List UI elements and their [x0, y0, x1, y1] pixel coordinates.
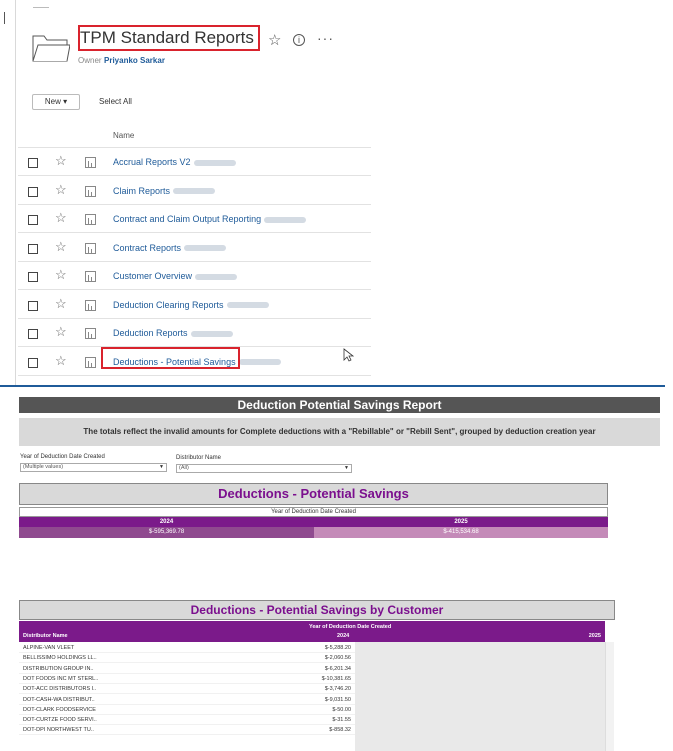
filter-distributor-value: (All) [179, 465, 189, 471]
workbook-link[interactable] [113, 186, 215, 196]
distributor-name-cell: ALPINE-VAN VLEET [23, 645, 75, 651]
value-2024-cell: $-858.32 [329, 727, 351, 734]
left-divider [15, 0, 16, 385]
list-item[interactable] [18, 177, 371, 205]
row-checkbox[interactable] [28, 244, 38, 254]
table-row[interactable] [19, 705, 355, 715]
screenshot-divider [0, 385, 665, 387]
row-checkbox[interactable] [28, 158, 38, 168]
summary-year-header: Year of Deduction Date Created [19, 507, 608, 517]
table-row[interactable] [19, 653, 355, 663]
favorite-star-icon[interactable]: ☆ [55, 153, 67, 168]
workbook-name: Contract Reports [113, 242, 182, 253]
favorite-star-icon[interactable]: ☆ [55, 267, 67, 282]
list-item[interactable] [18, 234, 371, 262]
distributor-name-cell: DOT-CLARK FOODSERVICE [23, 706, 96, 713]
value-2024-cell: $-5,288.20 [324, 645, 351, 651]
table-row[interactable] [19, 643, 355, 653]
summary-value-2025[interactable]: $-415,534.68 [314, 527, 608, 538]
workbook-name: Claim Reports [113, 185, 171, 196]
redacted-owner [227, 302, 269, 308]
value-2024-cell: $-50.00 [332, 706, 351, 713]
folder-icon [30, 30, 70, 64]
column-header-2024[interactable]: 2024 [337, 633, 350, 639]
list-item[interactable] [18, 262, 371, 290]
value-2024-cell: $-2,060.56 [324, 655, 351, 662]
select-all-button[interactable]: Select All [99, 97, 132, 106]
workbook-name: Contract and Claim Output Reporting [113, 214, 262, 224]
text-cursor-mark [4, 12, 5, 24]
summary-title: Deductions - Potential Savings [19, 483, 608, 505]
dropdown-arrow-icon: ▼ [344, 465, 349, 471]
favorite-star-icon[interactable]: ☆ [55, 295, 67, 311]
distributor-name-cell: DOT-CURTZE FOOD SERVI.. [23, 717, 97, 724]
value-2024-cell: $-9,031.50 [324, 696, 351, 703]
favorite-star-icon[interactable]: ☆ [55, 352, 67, 368]
info-icon[interactable]: i [293, 34, 305, 46]
report-subtitle: The totals reflect the invalid amounts for Complete deductions with a "Rebillable" or "Rebill Sent", grouped by deduction creation year [19, 418, 660, 446]
list-item[interactable] [18, 291, 371, 319]
table-row[interactable] [19, 664, 355, 674]
by-customer-year-header: Year of Deduction Date Created [309, 624, 392, 630]
redacted-owner [173, 188, 215, 194]
list-item[interactable] [18, 205, 371, 233]
table-scrollbar[interactable] [605, 642, 614, 751]
redacted-owner [264, 217, 306, 223]
workbook-link[interactable] [113, 157, 236, 167]
top-divider [33, 7, 49, 8]
redacted-owner [184, 245, 226, 251]
workbook-link[interactable] [113, 300, 269, 310]
workbook-icon [85, 300, 96, 311]
summary-year-2024: 2024 [19, 517, 314, 527]
report-title: Deduction Potential Savings Report [19, 397, 660, 413]
workbook-icon [85, 186, 96, 197]
value-2024-cell: $-3,746.20 [324, 686, 351, 693]
table-row[interactable] [19, 715, 355, 725]
column-header-distributor[interactable]: Distributor Name [23, 633, 68, 639]
redacted-owner [195, 274, 237, 280]
table-row[interactable] [19, 674, 355, 684]
workbook-name: Customer Overview [113, 271, 193, 281]
distributor-name-cell: DOT-DPI NORTHWEST TU.. [23, 727, 94, 734]
favorite-star-icon[interactable]: ☆ [55, 238, 67, 254]
list-item[interactable] [18, 319, 371, 347]
favorite-star-icon[interactable]: ☆ [55, 210, 67, 225]
value-2024-cell: $-31.55 [332, 717, 351, 724]
distributor-name-cell: BELLISSIMO HOLDINGS LL.. [23, 655, 97, 662]
filter-distributor-label: Distributor Name [176, 455, 222, 461]
workbook-icon [85, 271, 96, 282]
list-item[interactable] [18, 148, 371, 176]
workbook-icon [85, 328, 96, 339]
workbook-icon [85, 357, 96, 368]
row-checkbox[interactable] [28, 301, 38, 311]
summary-year-2025: 2025 [314, 517, 608, 527]
redacted-owner [191, 331, 233, 337]
redacted-owner [239, 359, 281, 365]
column-header-2025[interactable]: 2025 [588, 633, 601, 639]
workbook-link[interactable] [113, 243, 226, 253]
filter-distributor-dropdown[interactable] [176, 464, 352, 473]
value-2024-cell: $-6,201.34 [324, 665, 351, 672]
row-checkbox[interactable] [28, 272, 38, 282]
table-row[interactable] [19, 695, 355, 705]
filter-year-dropdown[interactable] [20, 463, 167, 472]
workbook-link[interactable] [113, 328, 233, 338]
workbook-link[interactable] [113, 214, 306, 224]
workbook-name: Deduction Clearing Reports [113, 299, 224, 310]
owner-label: Owner [78, 56, 102, 65]
by-customer-header [19, 621, 605, 642]
workbook-icon [85, 157, 96, 168]
column-header-name[interactable]: Name [113, 131, 135, 140]
workbook-name: Deduction Reports [113, 328, 188, 338]
row-highlight-box [101, 347, 240, 369]
distributor-name-cell: DOT-CASH-WA DISTRIBUT.. [23, 696, 95, 703]
table-row[interactable] [19, 684, 355, 694]
favorite-star-icon[interactable]: ☆ [55, 181, 67, 197]
mouse-pointer-icon [343, 348, 354, 362]
by-customer-title: Deductions - Potential Savings by Customer [19, 600, 615, 620]
column-2025-area [355, 642, 605, 751]
filter-year-value: (Multiple values) [23, 464, 64, 470]
distributor-name-cell: DOT FOODS INC MT STERL.. [23, 675, 99, 682]
favorite-star-icon[interactable]: ☆ [55, 324, 67, 339]
distributor-name-cell: DOT-ACC DISTRIBUTORS I.. [23, 686, 97, 693]
workbook-name: Accrual Reports V2 [113, 157, 191, 167]
row-checkbox[interactable] [28, 358, 38, 368]
workbook-name: Deductions - Potential Savings [113, 356, 236, 367]
new-button[interactable]: New ▾ [32, 94, 80, 110]
favorite-star-icon[interactable]: ☆ [268, 32, 282, 49]
dropdown-arrow-icon: ▼ [159, 464, 164, 470]
value-2024-cell: $-10,381.65 [321, 675, 351, 682]
redacted-owner [194, 160, 236, 166]
row-checkbox[interactable] [28, 329, 38, 339]
workbook-link[interactable] [113, 271, 237, 281]
row-checkbox[interactable] [28, 215, 38, 225]
workbook-icon [85, 214, 96, 225]
row-checkbox[interactable] [28, 187, 38, 197]
more-actions-icon[interactable]: ··· [317, 30, 334, 46]
summary-value-2024[interactable]: $-595,369.78 [19, 527, 314, 538]
owner-link[interactable]: Priyanko Sarkar [104, 56, 165, 65]
table-row[interactable] [19, 725, 355, 735]
distributor-name-cell: DISTRIBUTION GROUP IN.. [23, 665, 94, 672]
page-title: TPM Standard Reports [80, 28, 254, 47]
workbook-icon [85, 243, 96, 254]
filter-year-label: Year of Deduction Date Created [20, 454, 105, 460]
